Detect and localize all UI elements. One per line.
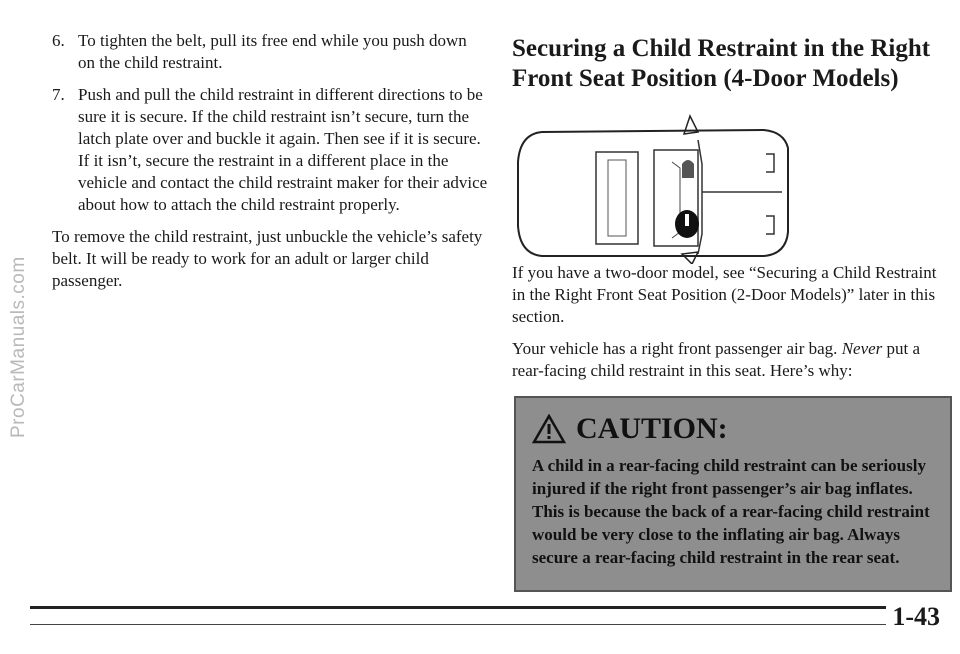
- watermark: ProCarManuals.com: [8, 256, 29, 438]
- steps-list: [52, 30, 488, 216]
- right-text-block: [512, 262, 952, 392]
- remove-restraint-paragraph: To remove the child restraint, just unbuckle the vehicle’s safety belt. It will be ready to work for an adult or larger child passenger.: [52, 227, 483, 290]
- caution-box: [514, 396, 952, 592]
- two-door-paragraph: If you have a two-door model, see “Securing a Child Restraint in the Right Front Seat Position (2-Door Models)” later in this section.: [512, 263, 937, 326]
- step-item: [52, 30, 488, 74]
- caution-title: CAUTION:: [576, 412, 728, 445]
- never-emphasis: Never: [841, 339, 883, 358]
- caution-header: [532, 412, 934, 446]
- airbag-text-end: put a rear-facing child restraint in this seat. Here’s why:: [512, 339, 921, 380]
- footer-rule-thin: [30, 624, 940, 625]
- page-number: 1-43: [886, 602, 940, 632]
- step-number: 6.: [52, 31, 65, 50]
- right-column: [512, 34, 948, 276]
- step-text: Push and pull the child restraint in different directions to be sure it is secure. If the child restraint isn’t secure, turn the latch plate over and buckle it again. Then see if it is secure. If it isn’t, secure the restraint in a different place in the vehicle and contact the child restraint maker for their advice about how to attach the child restraint properly.: [78, 85, 488, 214]
- airbag-paragraph: [512, 338, 952, 382]
- caution-body: A child in a rear-facing child restraint can be seriously injured if the right front passenger’s air bag inflates. This is because the back of a rear-facing child restraint would be very close to the inflating air bag. Always secure a rear-facing child restraint in the rear seat.: [532, 456, 930, 567]
- section-heading: Securing a Child Restraint in the Right Front Seat Position (4-Door Models): [512, 35, 931, 92]
- vehicle-diagram-svg: [512, 104, 792, 264]
- airbag-text-start: Your vehicle has a right front passenger air bag.: [512, 339, 842, 358]
- vehicle-top-view-diagram: [512, 104, 792, 264]
- footer-rule: [30, 606, 940, 609]
- step-item: [52, 84, 488, 216]
- left-column: [52, 30, 488, 302]
- step-text: To tighten the belt, pull its free end while you push down on the child restraint.: [78, 31, 467, 72]
- step-number: 7.: [52, 85, 65, 104]
- warning-triangle-icon: [532, 414, 566, 444]
